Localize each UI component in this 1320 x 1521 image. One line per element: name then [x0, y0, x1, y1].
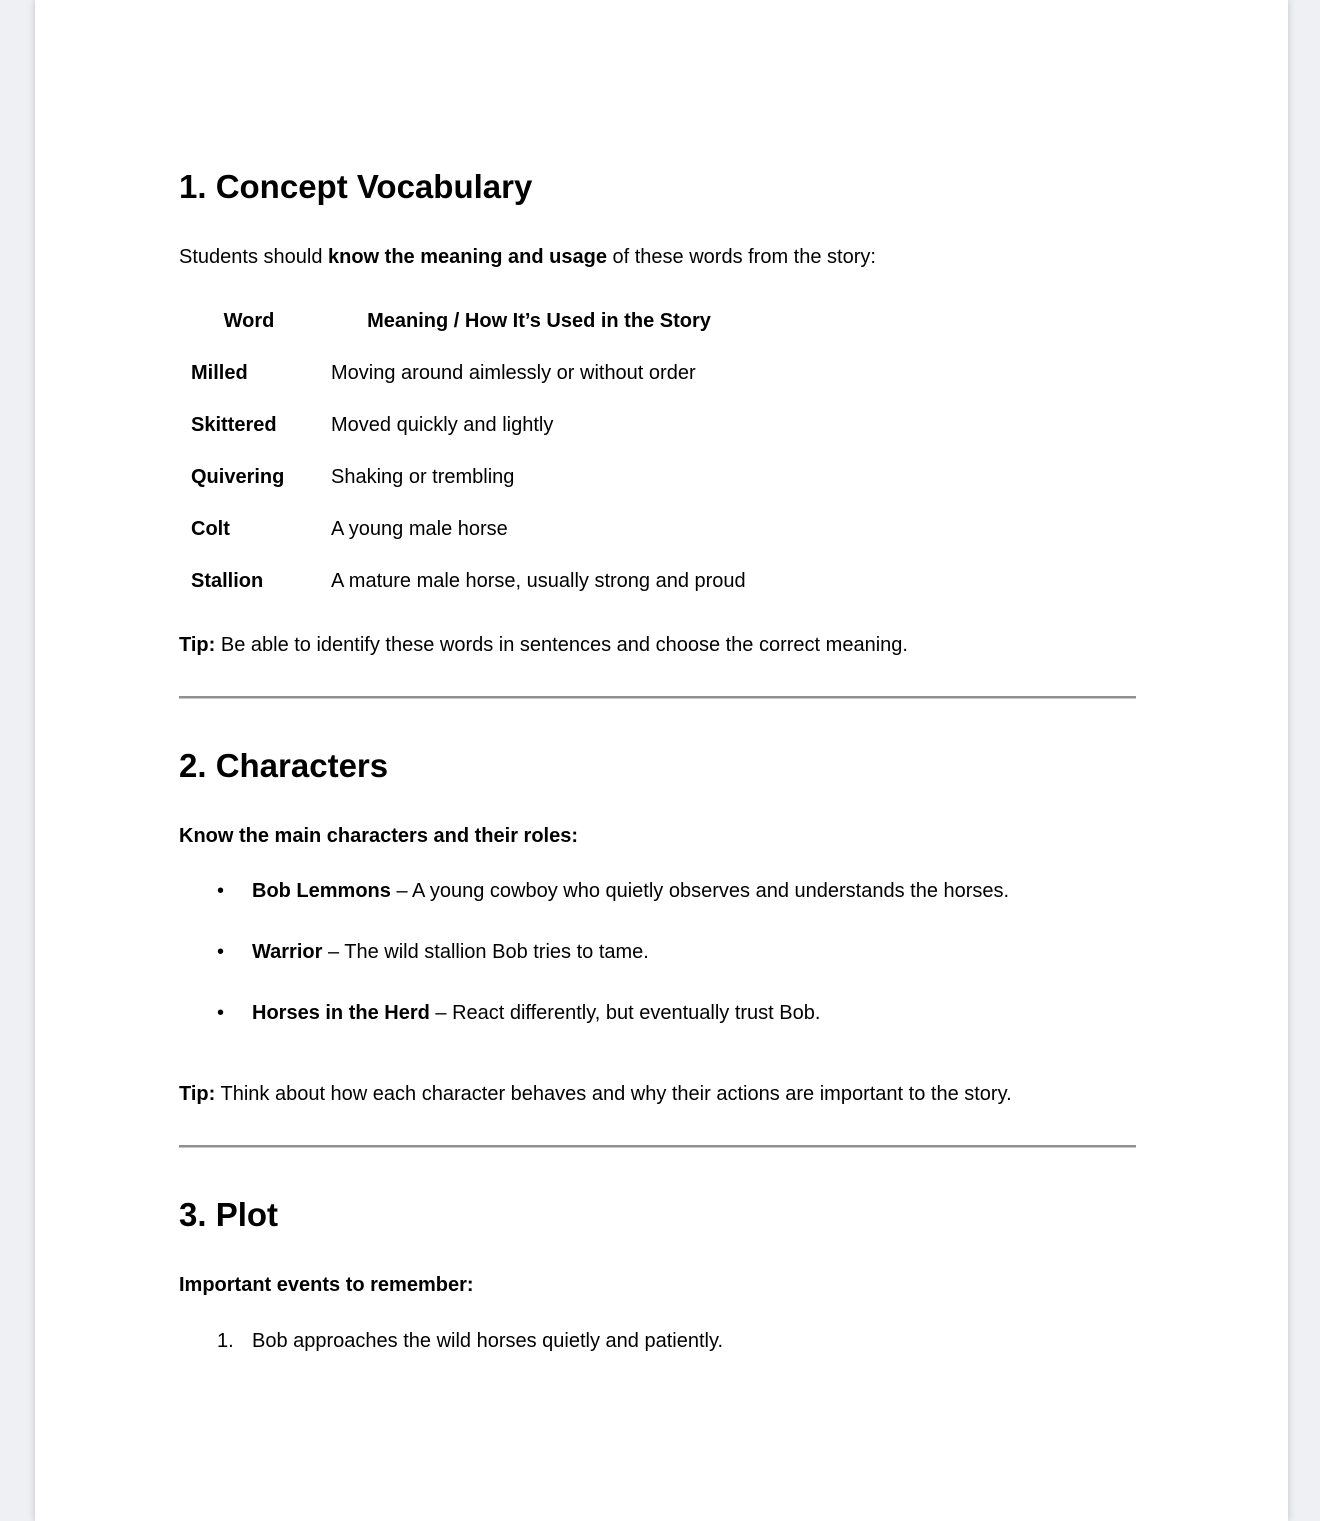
characters-heading: 2. Characters	[179, 747, 389, 784]
vocab-meaning-column-header: Meaning / How It’s Used in the Story	[367, 310, 711, 332]
table-row	[179, 514, 759, 566]
plot-heading: 3. Plot	[179, 1196, 279, 1233]
vocab-tip	[179, 630, 1136, 660]
vocab-tip-label: Tip:	[179, 634, 216, 656]
character-name: Horses in the Herd	[252, 1002, 430, 1024]
character-name: Warrior	[252, 941, 323, 963]
character-desc: – A young cowboy who quietly observes and understands the horses.	[390, 880, 1010, 902]
vocab-intro	[179, 242, 1136, 272]
vocab-meaning: Moved quickly and lightly	[331, 414, 554, 436]
list-item	[217, 1326, 1136, 1356]
section-concept-vocabulary	[179, 166, 1136, 660]
plot-numbered-list	[217, 1326, 1136, 1356]
list-item	[217, 998, 1136, 1028]
vocab-meaning: Shaking or trembling	[331, 466, 515, 488]
vocab-word: Skittered	[191, 414, 277, 436]
plot-event-text: Bob approaches the wild horses quietly and patiently.	[252, 1330, 724, 1352]
list-item	[217, 937, 1136, 967]
vocab-intro-bold: know the meaning and usage	[328, 246, 607, 268]
bullet-text	[252, 876, 1009, 906]
vocab-word: Milled	[191, 362, 248, 384]
characters-tip-label: Tip:	[179, 1083, 216, 1105]
table-row	[179, 358, 759, 410]
character-name: Bob Lemmons	[252, 880, 391, 902]
bullet-text	[252, 998, 820, 1028]
horizontal-divider	[179, 1145, 1136, 1148]
vocab-word: Quivering	[191, 466, 285, 488]
vocab-word: Stallion	[191, 570, 264, 592]
vocab-meaning: Moving around aimlessly or without order	[331, 362, 696, 384]
horizontal-divider	[179, 696, 1136, 699]
document-page	[35, 0, 1288, 1521]
bullet-text	[252, 937, 649, 967]
list-number: 1.	[217, 1330, 234, 1352]
vocab-word: Colt	[191, 518, 230, 540]
vocab-tip-text: Be able to identify these words in sentences and choose the correct meaning.	[215, 634, 908, 656]
characters-intro: Know the main characters and their roles:	[179, 825, 578, 847]
section-plot	[179, 1194, 1136, 1356]
vocab-word-column-header: Word	[223, 310, 275, 332]
bullet-icon: •	[217, 1002, 225, 1024]
vocab-heading: 1. Concept Vocabulary	[179, 168, 533, 205]
vocab-intro-prefix: Students should	[179, 246, 328, 268]
vocab-meaning: A young male horse	[331, 518, 508, 540]
document-content	[35, 0, 1288, 1356]
vocab-intro-suffix: of these words from the story:	[606, 246, 876, 268]
character-desc: – React differently, but eventually trust Bob.	[429, 1002, 821, 1024]
characters-tip	[179, 1079, 1136, 1109]
characters-bullet-list	[217, 876, 1136, 1028]
section-characters	[179, 745, 1136, 1109]
characters-tip-text: Think about how each character behaves and why their actions are important to the story.	[215, 1083, 1012, 1105]
table-row	[179, 462, 759, 514]
vocab-table	[179, 306, 759, 618]
vocab-table-header-row	[179, 306, 759, 358]
table-row	[179, 410, 759, 462]
vocab-meaning: A mature male horse, usually strong and proud	[331, 570, 746, 592]
plot-intro: Important events to remember:	[179, 1274, 474, 1296]
list-item	[217, 876, 1136, 906]
bullet-icon: •	[217, 941, 225, 963]
table-row	[179, 566, 759, 618]
bullet-icon: •	[217, 880, 225, 902]
character-desc: – The wild stallion Bob tries to tame.	[322, 941, 649, 963]
